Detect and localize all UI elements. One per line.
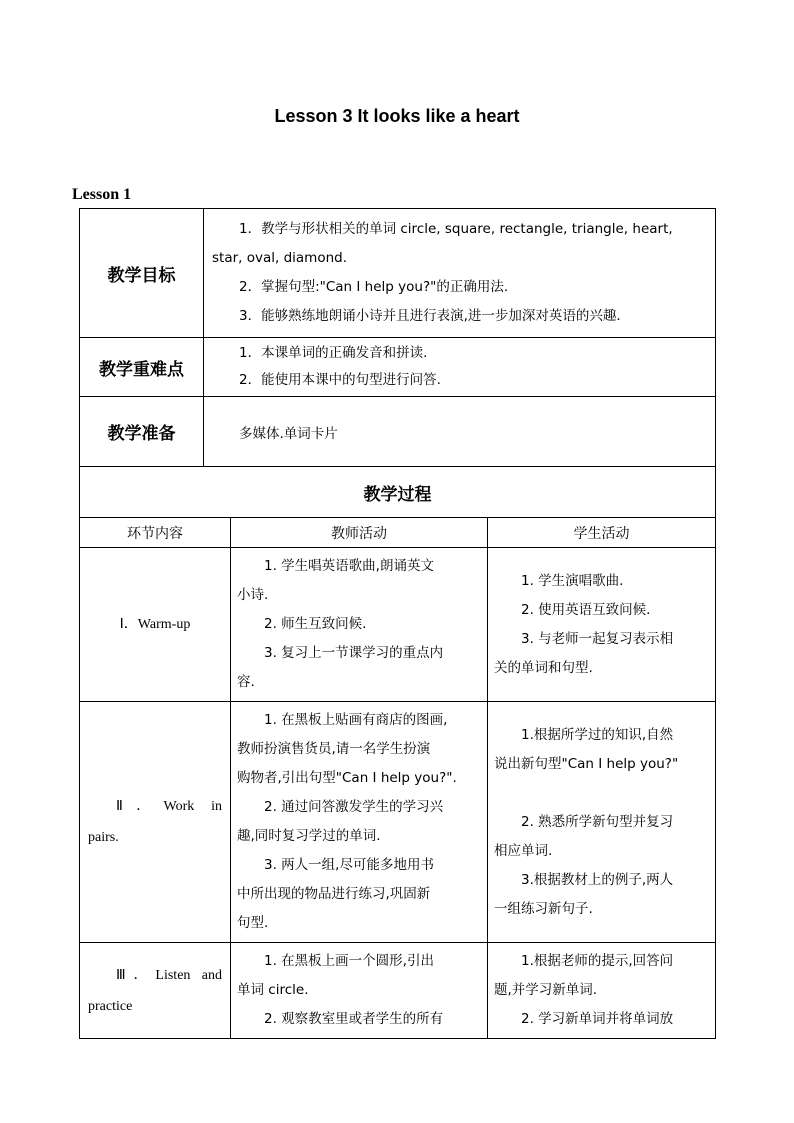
- teacher-line: 容.: [237, 674, 255, 690]
- teacher-activity-cell: [231, 548, 488, 702]
- student-line: 3.根据教材上的例子,两人: [521, 871, 674, 888]
- process-title: 教学过程: [80, 467, 716, 518]
- teacher-line: 趣,同时复习学过的单词.: [237, 828, 381, 844]
- teacher-line: 3. 两人一组,尽可能多地用书: [264, 857, 434, 873]
- key-points-line-2: 2．能使用本课中的句型进行问答.: [239, 372, 441, 388]
- goals-line-2: star, oval, diamond.: [212, 250, 348, 266]
- goals-line-1: 1．教学与形状相关的单词 circle, square, rectangle, triangle, heart,: [239, 221, 673, 237]
- student-line: 2. 熟悉所学新句型并复习: [521, 813, 674, 830]
- stage-label-line-1: Ⅱ．Work in: [116, 799, 222, 814]
- teacher-line: 单词 circle.: [237, 982, 309, 998]
- teacher-activity-cell: [231, 943, 488, 1039]
- preparation-text: 多媒体.单词卡片: [239, 426, 338, 442]
- student-line: 1.根据老师的提示,回答问: [521, 953, 674, 969]
- student-activity-cell: [488, 548, 716, 702]
- stage-row-work-in-pairs: [80, 702, 716, 943]
- key-points-content: [204, 338, 716, 397]
- key-points-label: 教学重难点: [80, 338, 204, 397]
- stage-row-listen-practice: [80, 943, 716, 1039]
- process-column-headers: [80, 518, 716, 548]
- teacher-activity-cell: [231, 702, 488, 943]
- column-header-teacher: 教师活动: [231, 518, 488, 548]
- student-line: 2. 使用英语互致问候.: [521, 601, 651, 618]
- goals-content: [204, 209, 716, 338]
- student-line: 关的单词和句型.: [494, 659, 593, 676]
- stage-label: [80, 702, 231, 943]
- process-title-row: [80, 467, 716, 518]
- teacher-line: 1. 在黑板上画一个圆形,引出: [264, 953, 434, 969]
- preparation-row: [80, 397, 716, 467]
- goals-line-4: 3．能够熟练地朗诵小诗并且进行表演,进一步加深对英语的兴趣.: [239, 308, 621, 324]
- column-header-stage: 环节内容: [80, 518, 231, 548]
- lesson-plan-table: [79, 208, 716, 1039]
- student-line: 题,并学习新单词.: [494, 982, 598, 998]
- stage-label-line-2: pairs.: [88, 830, 119, 845]
- column-header-student: 学生活动: [488, 518, 716, 548]
- student-line: 2. 学习新单词并将单词放: [521, 1011, 674, 1027]
- teacher-line: 2. 师生互致问候.: [264, 616, 367, 632]
- goals-line-3: 2．掌握句型:"Can I help you?"的正确用法.: [239, 279, 509, 295]
- preparation-content: [204, 397, 716, 467]
- teacher-line: 教师扮演售货员,请一名学生扮演: [237, 741, 431, 757]
- student-line: 3. 与老师一起复习表示相: [521, 630, 674, 647]
- teacher-line: 1. 在黑板上贴画有商店的图画,: [264, 712, 448, 728]
- key-points-row: [80, 338, 716, 397]
- student-line: 一组练习新句子.: [494, 900, 593, 917]
- student-line: 说出新句型"Can I help you?": [494, 755, 679, 772]
- student-activity-cell: [488, 943, 716, 1039]
- student-line: 1. 学生演唱歌曲.: [521, 572, 624, 589]
- stage-label: Ⅰ．Warm-up: [80, 548, 231, 702]
- document-title: Lesson 3 It looks like a heart: [274, 106, 520, 126]
- teacher-line: 2. 观察教室里或者学生的所有: [264, 1011, 444, 1027]
- student-line: 1.根据所学过的知识,自然: [521, 726, 674, 743]
- stage-row-warmup: [80, 548, 716, 702]
- preparation-label: 教学准备: [80, 397, 204, 467]
- teacher-line: 句型.: [237, 915, 269, 931]
- teacher-line: 购物者,引出句型"Can I help you?".: [237, 770, 457, 786]
- goals-label: 教学目标: [80, 209, 204, 338]
- key-points-line-1: 1．本课单词的正确发音和拼读.: [239, 345, 428, 361]
- stage-label: [80, 943, 231, 1039]
- teacher-line: 中所出现的物品进行练习,巩固新: [237, 886, 431, 902]
- teacher-line: 2. 通过问答激发学生的学习兴: [264, 799, 444, 815]
- student-activity-cell: [488, 702, 716, 943]
- teacher-line: 1. 学生唱英语歌曲,朗诵英文: [264, 558, 434, 574]
- stage-label-line-2: practice: [88, 998, 133, 1014]
- student-line: 相应单词.: [494, 842, 553, 859]
- teacher-line: 小诗.: [237, 587, 269, 603]
- lesson-label: Lesson 1: [72, 186, 132, 203]
- teacher-line: 3. 复习上一节课学习的重点内: [264, 645, 444, 661]
- goals-row: [80, 209, 716, 338]
- stage-label-line-1: Ⅲ．Listen and: [116, 967, 222, 983]
- student-line-spacer: [494, 779, 709, 808]
